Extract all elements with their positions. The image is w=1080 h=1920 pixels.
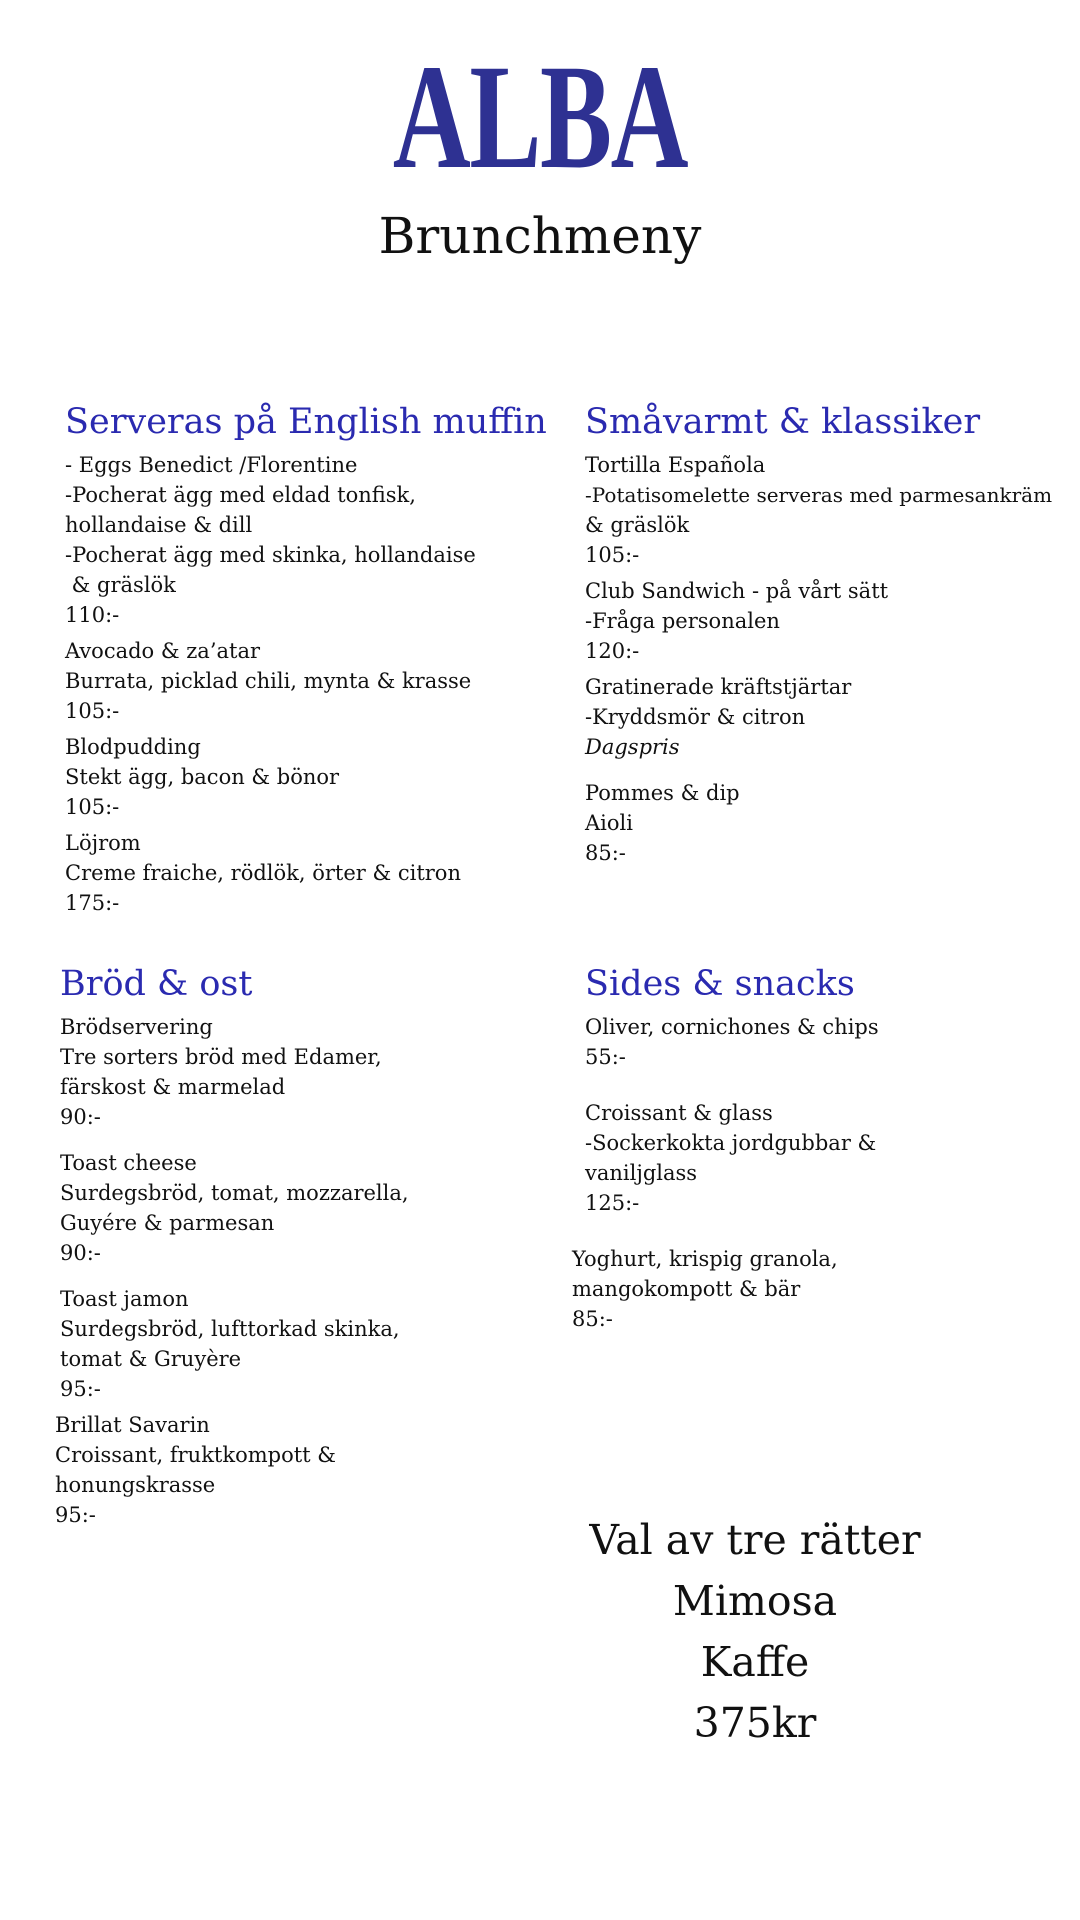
item-price: 105:- [65,795,120,819]
item-price: 90:- [60,1105,101,1129]
menu-item: Löjrom Creme fraiche, rödlök, örter & citron 175:- [65,828,547,918]
section-title: Småvarmt & klassiker [585,402,981,442]
menu-item: Oliver, cornichones & chips 55:- [585,1012,879,1072]
menu-item: Avocado & za’atar Burrata, picklad chili, mynta & krasse 105:- [65,636,547,726]
menu-item: Club Sandwich - på vårt sätt -Fråga personalen 120:- [585,576,1052,666]
menu-item: Blodpudding Stekt ägg, bacon & bönor 105:- [65,732,547,822]
menu-item: Toast cheese Surdegsbröd, tomat, mozzarella, Guyére & parmesan 90:- [60,1148,409,1268]
menu-item: Yoghurt, krispig granola, mangokompott & bär 85:- [572,1244,879,1334]
menu-item: Gratinerade kräftstjärtar -Kryddsmör & citron Dagspris [585,672,1052,762]
menu-item: Brödservering Tre sorters bröd med Edamer, färskost & marmelad 90:- [60,1012,409,1132]
section-title: Sides & snacks [585,964,855,1004]
section-title: Serveras på English muffin [65,402,547,442]
item-price: 85:- [572,1307,613,1331]
item-price: 125:- [585,1191,640,1215]
item-price: 120:- [585,639,640,663]
section-brod [55,962,409,1530]
menu-item: Brillat Savarin Croissant, fruktkompott & honungskrasse 95:- [55,1410,409,1530]
section-sides [572,962,879,1334]
item-price: 110:- [65,603,120,627]
section-klassiker [585,400,1052,868]
item-price: 90:- [60,1241,101,1265]
menu-item: Croissant & glass -Sockerkokta jordgubbar & vaniljglass 125:- [585,1098,879,1218]
menu-item: Tortilla Española -Potatisomelette serveras med parmesankräm & gräslök 105:- [585,450,1052,570]
menu-item: - Eggs Benedict /Florentine -Pocherat ägg med eldad tonfisk, hollandaise & dill -Pocherat ägg med skinka, hollandaise & gräslök 110:- [65,450,547,630]
item-price: 85:- [585,841,626,865]
combo-line: Mimosa [672,1577,838,1625]
logo: ALBA [392,34,688,200]
item-price: 175:- [65,891,120,915]
section-title: Bröd & ost [60,964,253,1004]
item-price: 95:- [55,1503,96,1527]
brunch-combo-offer [580,1510,930,1754]
item-price: 105:- [585,543,640,567]
item-price: 95:- [60,1377,101,1401]
combo-line: Val av tre rätter [589,1516,921,1564]
item-price: 105:- [65,699,120,723]
combo-line: Kaffe [700,1638,810,1686]
item-price: Dagspris [585,735,680,759]
section-muffin [65,400,547,918]
menu-item: Toast jamon Surdegsbröd, lufttorkad skinka, tomat & Gruyère 95:- [60,1284,409,1404]
page-title: Brunchmeny [378,207,702,265]
menu-item: Pommes & dip Aioli 85:- [585,778,1052,868]
item-price: 55:- [585,1045,626,1069]
combo-price: 375kr [693,1699,817,1747]
